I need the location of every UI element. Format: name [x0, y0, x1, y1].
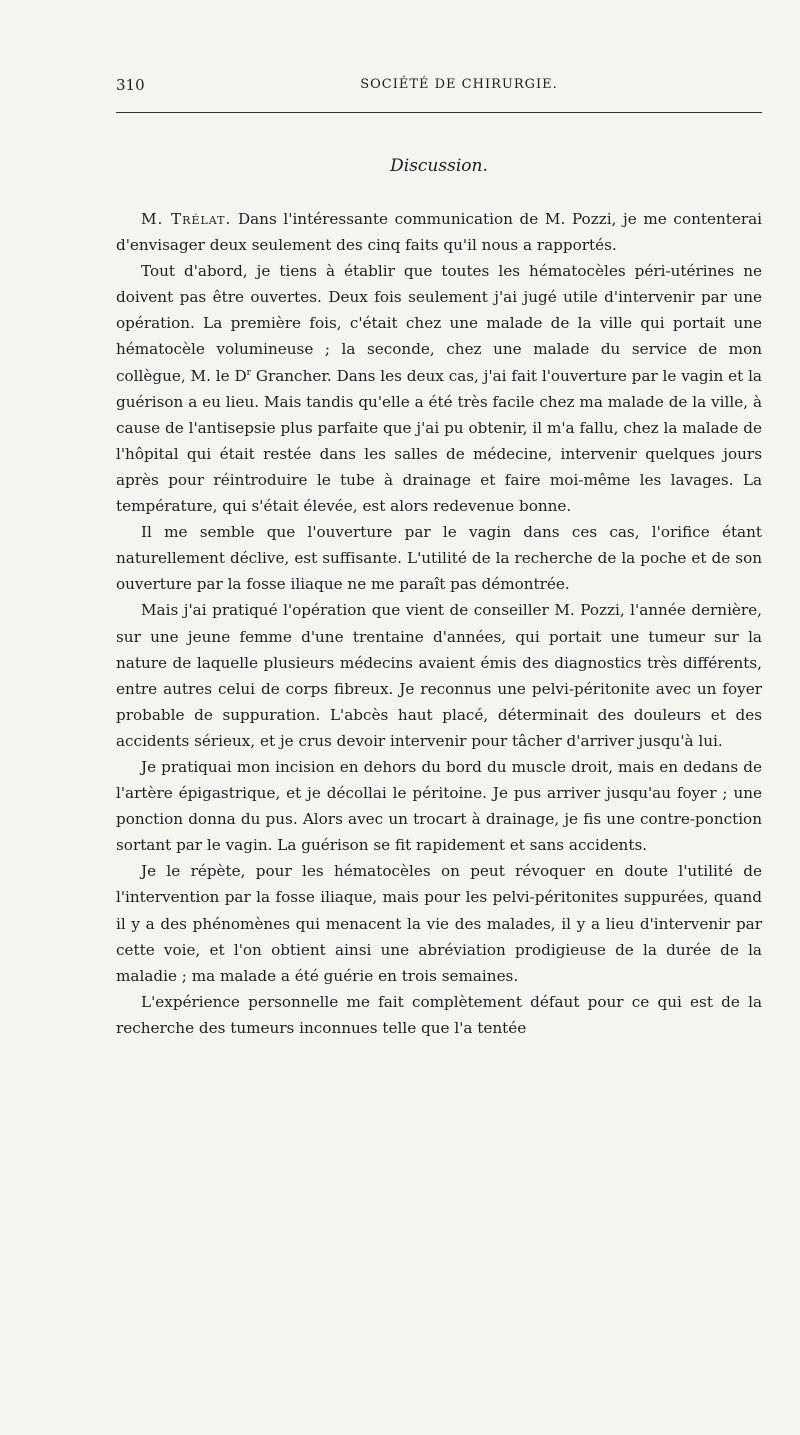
paragraph-2-text: Tout d'abord, je tiens à établir que toutes les hématocèles péri-utérines ne doivent pas être ouvertes. Deux fois seulement j'ai jugé utile d'intervenir par une opération. La première fois, c'était chez une malade de la ville qui portait une hématocèle volumineuse ; la seconde, chez une malade du service de mon collègue, M. le D [116, 262, 762, 385]
paragraph-6: Je le répète, pour les hématocèles on peut révoquer en doute l'utilité de l'intervention par la fosse iliaque, mais pour les pelvi-péritonites suppurées, quand il y a des phénomènes qui menacent la vie des malades, il y a lieu d'intervenir par cette voie, et l'on obtient ainsi une abréviation prodigieuse de la durée de la maladie ; ma malade a été guérie en trois semaines. [116, 862, 762, 985]
body-text [116, 206, 762, 1041]
speaker-name: M. Trélat. [141, 210, 232, 228]
running-title: SOCIÉTÉ DE CHIRURGIE. [360, 77, 558, 92]
paragraph-2 [116, 258, 762, 519]
running-head [116, 76, 762, 100]
section-title: Discussion. [390, 156, 488, 176]
paragraph-7: L'expérience personnelle me fait complètement défaut pour ce qui est de la recherche des tumeurs inconnues telle que l'a tentée [116, 992, 762, 1037]
page-number: 310 [116, 76, 145, 94]
paragraph-1 [116, 206, 762, 258]
doctor-superscript: r [246, 367, 251, 378]
paragraph-5: Je pratiquai mon incision en dehors du bord du muscle droit, mais en dedans de l'artère épigastrique, et je décollai le péritoine. Je pus arriver jusqu'au foyer ; une ponction donna du pus. Alors avec un trocart à drainage, je fis une contre-ponction sortant par le vagin. La guérison se fit rapidement et sans accidents. [116, 757, 762, 855]
paragraph-3: Il me semble que l'ouverture par le vagin dans ces cas, l'orifice étant naturellement déclive, est suffisante. L'utilité de la recherche de la poche et de son ouverture par la fosse iliaque ne me paraît pas démontrée. [116, 523, 762, 594]
paragraph-2-continuation: Grancher. Dans les deux cas, j'ai fait l'ouverture par le vagin et la guérison a eu lieu. Mais tandis qu'elle a été très facile chez ma malade de la ville, à cause de l'antisepsie plus parfaite que j'ai pu obtenir, il m'a fallu, chez la malade de l'hôpital qui était restée dans les salles de médecine, intervenir quelques jours après pour réintroduire le tube à drainage et faire moi-même les lavages. La température, qui s'était élevée, est alors redevenue bonne. [116, 366, 762, 516]
header-rule [116, 112, 762, 113]
paragraph-4: Mais j'ai pratiqué l'opération que vient de conseiller M. Pozzi, l'année dernière, sur une jeune femme d'une trentaine d'années, qui portait une tumeur sur la nature de laquelle plusieurs médecins avaient émis des diagnostics très différents, entre autres celui de corps fibreux. Je reconnus une pelvi-péritonite avec un foyer probable de suppuration. L'abcès haut placé, déterminait des douleurs et des accidents sérieux, et je crus devoir intervenir pour tâcher d'arriver jusqu'à lui. [116, 601, 762, 750]
paragraph-1-text: Dans l'intéressante communication de M. Pozzi, je me contenterai d'envisager deux seulement des cinq faits qu'il nous a rapportés. [116, 210, 763, 255]
